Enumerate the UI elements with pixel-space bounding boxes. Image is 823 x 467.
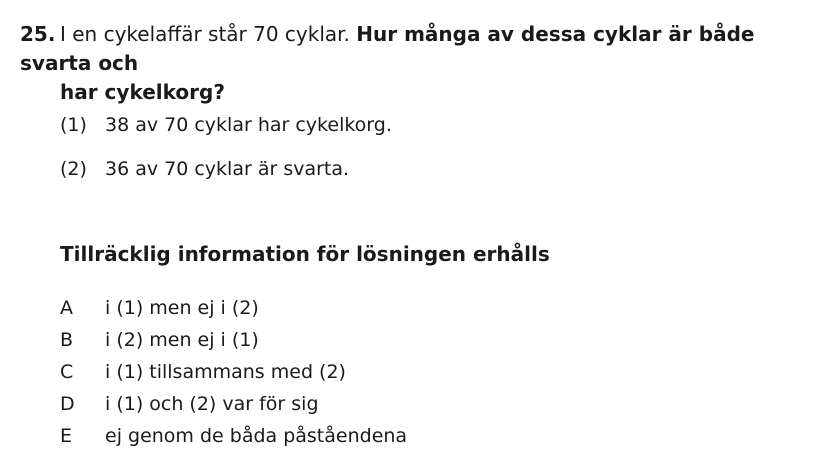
statement-1: [60, 113, 392, 137]
option-letter: B: [60, 329, 74, 351]
option-letter: E: [60, 425, 73, 447]
statement-text: 38 av 70 cyklar har cykelkorg.: [105, 114, 392, 136]
option-text: i (1) men ej i (2): [105, 297, 259, 319]
option-letter: A: [60, 297, 73, 319]
option-e[interactable]: [60, 424, 407, 448]
question-stem: [20, 20, 810, 107]
option-text: i (1) och (2) var för sig: [105, 393, 319, 415]
option-b[interactable]: [60, 328, 259, 352]
option-text: i (1) tillsammans med (2): [105, 361, 346, 383]
question-intro: I en cykelaffär står 70 cyklar.: [60, 22, 357, 46]
option-letter: C: [60, 361, 74, 383]
statement-number: (1): [60, 114, 87, 136]
question-number: 25.: [20, 22, 56, 46]
instruction-heading: Tillräcklig information för lösningen erhålls: [60, 242, 550, 266]
option-c[interactable]: [60, 360, 346, 384]
option-letter: D: [60, 393, 75, 415]
statement-number: (2): [60, 158, 87, 180]
question-bold-line-1: Hur många av dessa cyklar är både svarta och: [20, 22, 755, 75]
question-bold-line-2: har cykelkorg?: [60, 80, 225, 104]
option-text: ej genom de båda påståendena: [105, 425, 408, 447]
option-d[interactable]: [60, 392, 319, 416]
statement-2: [60, 157, 349, 181]
question-line-1: [20, 20, 810, 78]
option-a[interactable]: [60, 296, 259, 320]
option-text: i (2) men ej i (1): [105, 329, 259, 351]
statement-text: 36 av 70 cyklar är svarta.: [105, 158, 350, 180]
